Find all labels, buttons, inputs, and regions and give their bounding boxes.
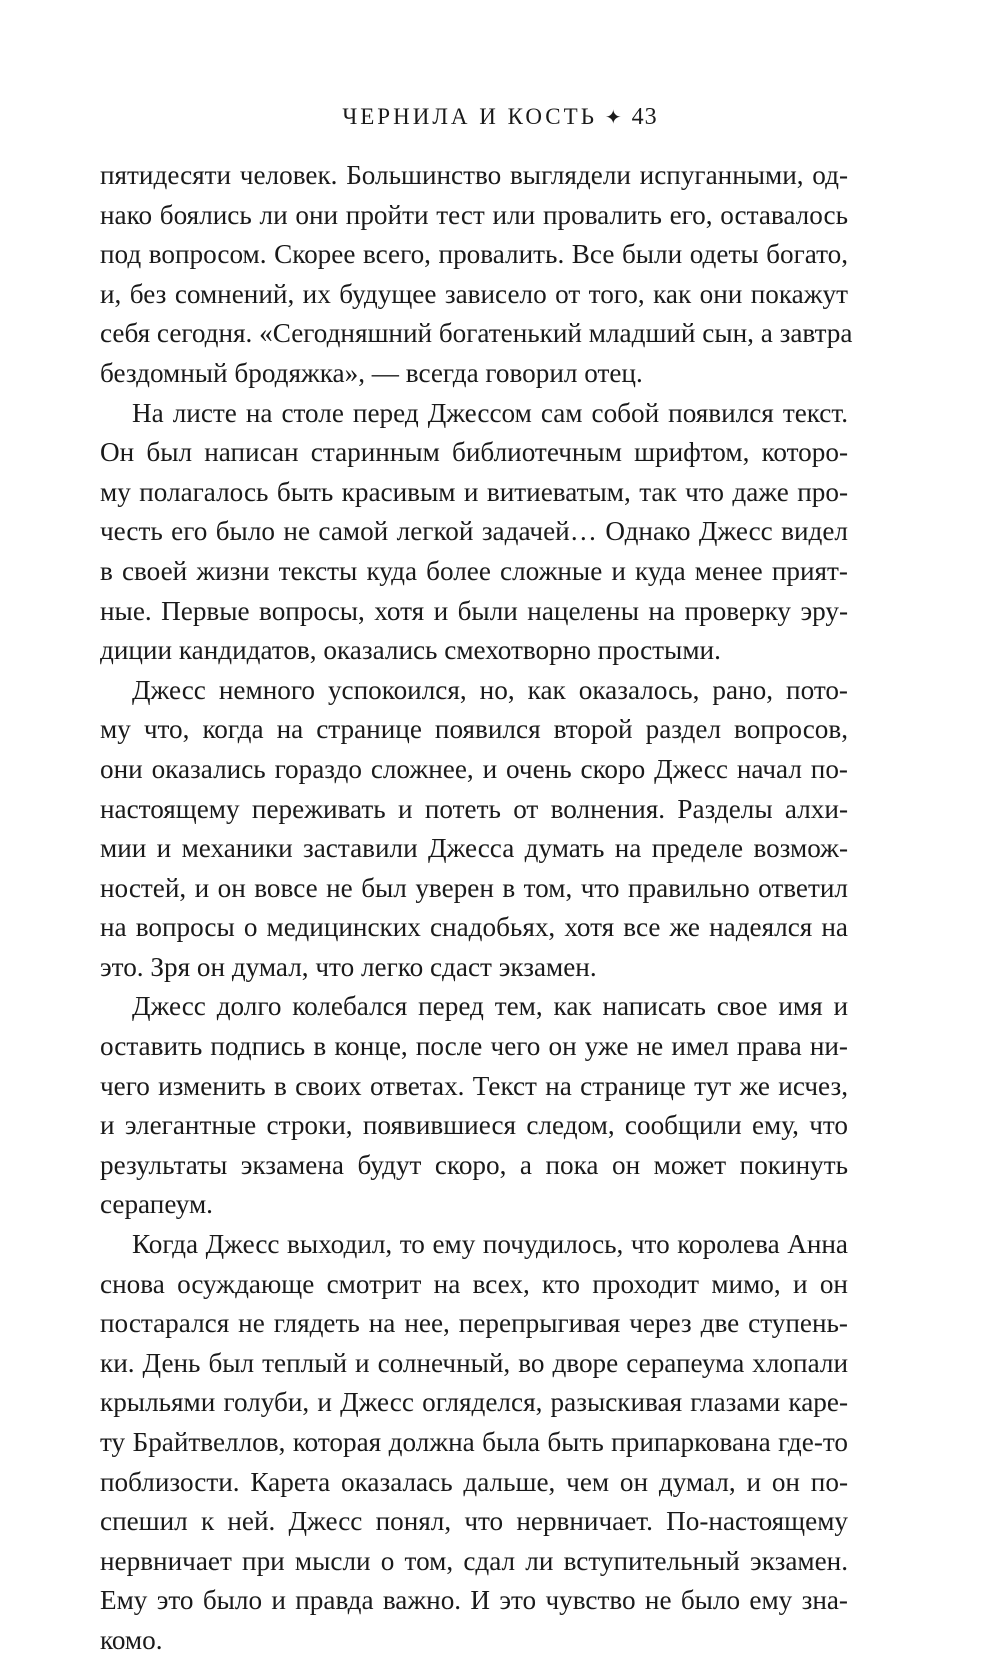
text-line: На листе на столе перед Джессом сам собой появился текст. [132,397,848,428]
text-line: результаты экзамена будут скоро, а пока он может покинуть [100,1149,848,1180]
paragraph-1 [100,156,853,394]
ornament-icon: ✦ [604,107,622,129]
text-line: честь его было не самой легкой задачей… Однако Джесс видел [100,516,848,547]
text-line: Он был написан старинным библиотечным шрифтом, которо- [100,437,848,468]
text-line: ки. День был теплый и солнечный, во дворе серапеума хлопали [100,1347,848,1378]
text-line: ные. Первые вопросы, хотя и были нацелены на проверку эру- [100,595,848,626]
text-line: спешил к ней. Джесс понял, что нервничает. По-настоящему [100,1506,848,1537]
text-line: пятидесяти человек. Большинство выглядели испуганными, од- [100,160,848,190]
text-line: ностей, и он вовсе не был уверен в том, что правильно ответил [100,872,848,903]
text-line: поблизости. Карета оказалась дальше, чем он думал, и он по- [100,1466,848,1497]
text-line: это. Зря он думал, что легко сдаст экзамен. [100,951,597,982]
paragraph-2 [100,394,848,671]
text-line: оставить подпись в конце, после чего он уже не имел права ни- [100,1031,848,1062]
body-text [100,156,853,1661]
text-line: мии и механики заставили Джесса думать на пределе возмож- [100,833,848,864]
text-line: на вопросы о медицинских снадобьях, хотя все же надеялся на [100,912,848,943]
text-line: Когда Джесс выходил, то ему почудилось, что королева Анна [132,1229,848,1260]
page-number: 43 [631,104,658,130]
text-line: бездомный бродяжка», — всегда говорил отец. [100,357,643,388]
text-line: снова осуждающе смотрит на всех, кто проходит мимо, и он [100,1268,848,1299]
text-line: они оказались гораздо сложнее, и очень скоро Джесс начал по- [100,753,848,784]
text-line: себя сегодня. «Сегодняшний богатенький младший сын, а завтра [100,318,853,349]
text-line: Джесс долго колебался перед тем, как написать свое имя и [132,991,848,1022]
text-line: постарался не глядеть на нее, перепрыгивая через две ступень- [100,1308,848,1339]
paragraph-4 [100,987,848,1225]
text-line: нако боялись ли они пройти тест или провалить его, оставалось [100,199,848,230]
paragraph-3 [100,671,848,988]
text-line: му что, когда на странице появился второй раздел вопросов, [100,714,848,745]
text-line: и, без сомнений, их будущее зависело от того, как они покажут [100,278,848,309]
text-line: нервничает при мысли о том, сдал ли вступительный экзамен. [100,1545,848,1576]
running-header [0,100,1000,135]
text-line: под вопросом. Скорее всего, провалить. Все были одеты богато, [100,239,848,270]
text-line: му полагалось быть красивым и витиеватым, так что даже про- [100,476,848,507]
text-line: ту Брайтвеллов, которая должна была быть припаркована где-то [100,1427,848,1457]
text-line: и элегантные строки, появившиеся следом, сообщили ему, что [100,1110,848,1141]
text-line: крыльями голуби, и Джесс огляделся, разыскивая глазами каре- [100,1387,848,1418]
text-line: диции кандидатов, оказались смехотворно простыми. [100,635,721,666]
text-line: серапеум. [100,1189,213,1220]
paragraph-5 [100,1225,848,1661]
book-title: ЧЕРНИЛА И КОСТЬ [342,104,597,129]
text-line: в своей жизни тексты куда более сложные и куда менее прият- [100,555,848,586]
text-line: чего изменить в своих ответах. Текст на странице тут же исчез, [100,1070,848,1101]
text-line: Ему это было и правда важно. И это чувство не было ему зна- [100,1585,848,1616]
text-line: Джесс немного успокоился, но, как оказалось, рано, пото- [132,674,848,705]
text-line: комо. [100,1624,163,1655]
text-line: настоящему переживать и потеть от волнения. Разделы алхи- [100,793,848,824]
